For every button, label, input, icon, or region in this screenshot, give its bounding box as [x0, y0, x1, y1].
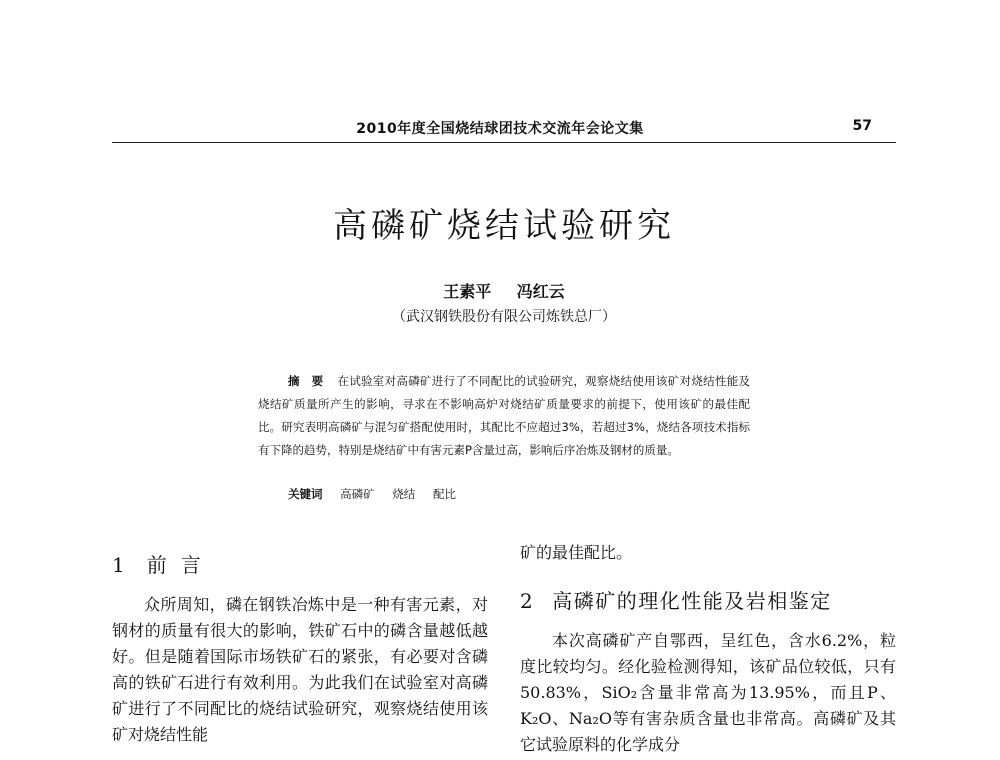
abstract-text: 在试验室对高磷矿进行了不同配比的试验研究，观察烧结使用该矿对烧结性能及烧结矿质量所产生的影响，寻求在不影响高炉对烧结矿质量要求的前提下，使用该矿的最佳配比。研究表明高磷矿与混匀矿搭配使用时，其配比不应超过3%，若超过3%，烧结各项技术指标有下降的趋势，特别是烧结矿中有害元素P含量过高，影响后序冶炼及钢材的质量。	[258, 374, 751, 457]
running-header: 2010年度全国烧结球团技术交流年会论文集	[356, 121, 644, 137]
abstract	[258, 370, 750, 462]
right-column-continuation: 矿的最佳配比。	[520, 543, 633, 562]
keywords-label: 关键词	[288, 487, 323, 501]
page-number: 57	[852, 118, 872, 134]
section-1-paragraph: 众所周知，磷在钢铁冶炼中是一种有害元素，对钢材的质量有很大的影响，铁矿石中的磷含量越低越好。但是随着国际市场铁矿石的紧张，有必要对含磷高的铁矿石进行有效利用。为此我们在试验室对高磷矿进行了不同配比的烧结试验研究，观察烧结使用该矿对烧结性能	[112, 595, 488, 744]
right-column	[520, 628, 896, 758]
keywords	[288, 486, 470, 502]
section-2-paragraph: 本次高磷矿产自鄂西，呈红色，含水6.2%，粒度比较均匀。经化验检测得知，该矿品位较低，只有50.83%，SiO₂含量非常高为13.95%，而且P、K₂O、Na₂O等有害杂质含量也非常高。高磷矿及其它试验原料的化学成分	[520, 631, 896, 754]
author-name: 冯红云	[516, 282, 565, 301]
author-name: 王素平	[443, 282, 492, 301]
paper-title: 高磷矿烧结试验研究	[333, 206, 675, 246]
section-number: 2	[520, 589, 535, 613]
header-rule	[112, 142, 896, 143]
section-1-heading	[112, 549, 215, 578]
abstract-label: 摘 要	[288, 374, 324, 388]
left-column	[112, 592, 488, 748]
author-list	[112, 279, 896, 302]
keyword: 高磷矿	[340, 487, 375, 501]
affiliation: （武汉钢铁股份有限公司炼铁总厂）	[392, 309, 616, 325]
section-title: 高磷矿的理化性能及岩相鉴定	[552, 589, 832, 613]
keyword: 烧结	[392, 487, 416, 501]
keyword: 配比	[432, 487, 456, 501]
section-number: 1	[112, 553, 125, 577]
section-title: 前言	[146, 553, 215, 577]
section-2-heading	[520, 585, 832, 614]
